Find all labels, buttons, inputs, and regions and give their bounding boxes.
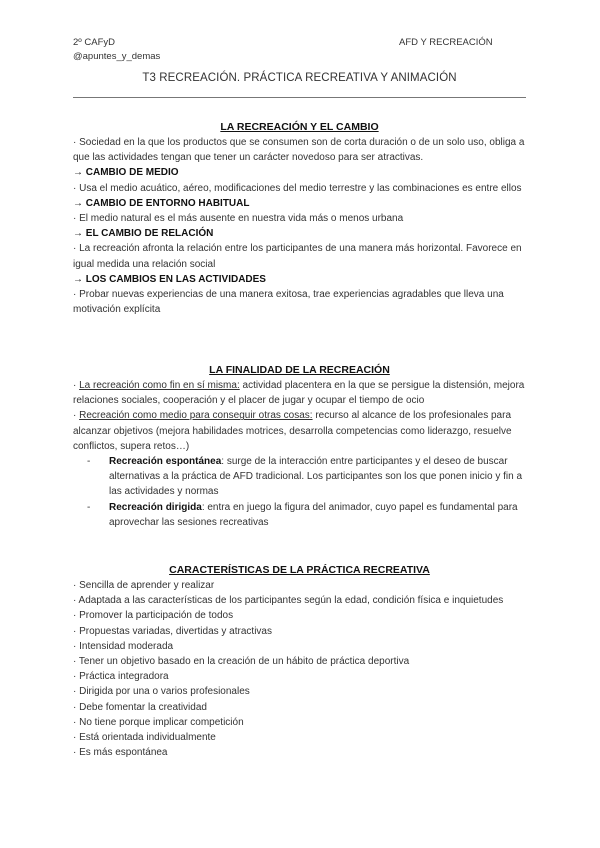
bullet: ·: [73, 380, 80, 391]
list-item: [87, 500, 526, 530]
section-purpose: [73, 363, 526, 530]
bullet: ·: [73, 410, 80, 422]
author-handle: @apuntes_y_demas: [73, 51, 161, 62]
list-item: · Propuestas variadas, divertidas y atractivas: [73, 625, 272, 637]
list-item: · Sencilla de aprender y realizar: [73, 580, 215, 591]
title-divider: [73, 97, 526, 98]
list-item: · Intensidad moderada: [73, 640, 174, 652]
definition: : entra en juego la figura del animador, cuyo papel es fundamental para aprovechar las sesiones recreativas: [109, 501, 518, 528]
course-label: 2º CAFyD: [73, 37, 116, 48]
list-item: · Adaptada a las características de los participantes según la edad, condición física e inquietudes: [73, 595, 504, 607]
list-item: · Práctica integradora: [73, 671, 169, 683]
list-item: · Promover la participación de todos: [73, 610, 234, 622]
definition: : surge de la interacción entre participantes y el deseo de buscar alternativas a la práctica de AFD tradicional. Los participantes son los que ponen inicio y fin a las actividades y normas: [109, 456, 523, 498]
list-item: · No tiene porque implicar competición: [73, 716, 244, 728]
document-title: T3 RECREACIÓN. PRÁCTICA RECREATIVA Y ANIMACIÓN: [142, 72, 457, 84]
term: Recreación como medio para conseguir otras cosas:: [79, 410, 313, 422]
dash-bullet: -: [87, 501, 91, 513]
list-item: · Dirigida por una o varios profesionales: [73, 686, 250, 698]
dash-bullet: -: [87, 456, 91, 468]
paragraph: · El medio natural es el más ausente en nuestra vida más o menos urbana: [73, 213, 404, 225]
paragraph: · La recreación afronta la relación entre los participantes de una manera más horizontal. Favorece en igual medida una relación social: [73, 243, 522, 270]
subheading: → CAMBIO DE ENTORNO HABITUAL: [73, 197, 250, 209]
paragraph: [73, 408, 526, 454]
list-item: · Debe fomentar la creatividad: [73, 701, 207, 713]
definition: recurso al alcance de los profesionales para alcanzar objetivos (mejora habilidades motrices, desarrolla competencias como liderazgo, resuelve conflictos, supera retos…): [73, 410, 512, 452]
list-item: · Es más espontánea: [73, 747, 168, 759]
recreation-types-list: [73, 454, 526, 530]
subject-label: AFD Y RECREACIÓN: [399, 37, 493, 48]
section-characteristics: [73, 563, 526, 760]
list-item: [87, 454, 526, 500]
term: La recreación como fin en sí misma:: [79, 380, 240, 391]
section-title: LA RECREACIÓN Y EL CAMBIO: [220, 121, 379, 133]
section-recreation-change: [73, 120, 526, 317]
subheading: → LOS CAMBIOS EN LAS ACTIVIDADES: [73, 273, 266, 285]
term: Recreación espontánea: [109, 456, 222, 468]
subheading: → EL CAMBIO DE RELACIÓN: [73, 228, 214, 240]
section-title: LA FINALIDAD DE LA RECREACIÓN: [209, 364, 390, 376]
paragraph: · Usa el medio acuático, aéreo, modificaciones del medio terrestre y las combinaciones es entre ellos: [73, 182, 522, 194]
section-title: CARACTERÍSTICAS DE LA PRÁCTICA RECREATIVA: [169, 564, 430, 576]
list-item: · Tener un objetivo basado en la creación de un hábito de práctica deportiva: [73, 656, 410, 668]
term: Recreación dirigida: [109, 501, 202, 513]
list-item: · Está orientada individualmente: [73, 732, 216, 744]
subheading: → CAMBIO DE MEDIO: [73, 167, 179, 179]
paragraph: · Probar nuevas experiencias de una manera exitosa, trae experiencias agradables que lleva una motivación explícita: [73, 289, 504, 316]
paragraph: · Sociedad en la que los productos que se consumen son de corta duración o de un solo uso, obliga a que las actividades tengan que tener un carácter novedoso para ser atractivas.: [73, 137, 525, 164]
paragraph: [73, 378, 526, 408]
definition: actividad placentera en la que se persigue la distensión, mejora relaciones sociales, cooperación y el placer de jugar y ocupar el tiempo de ocio: [73, 380, 525, 407]
